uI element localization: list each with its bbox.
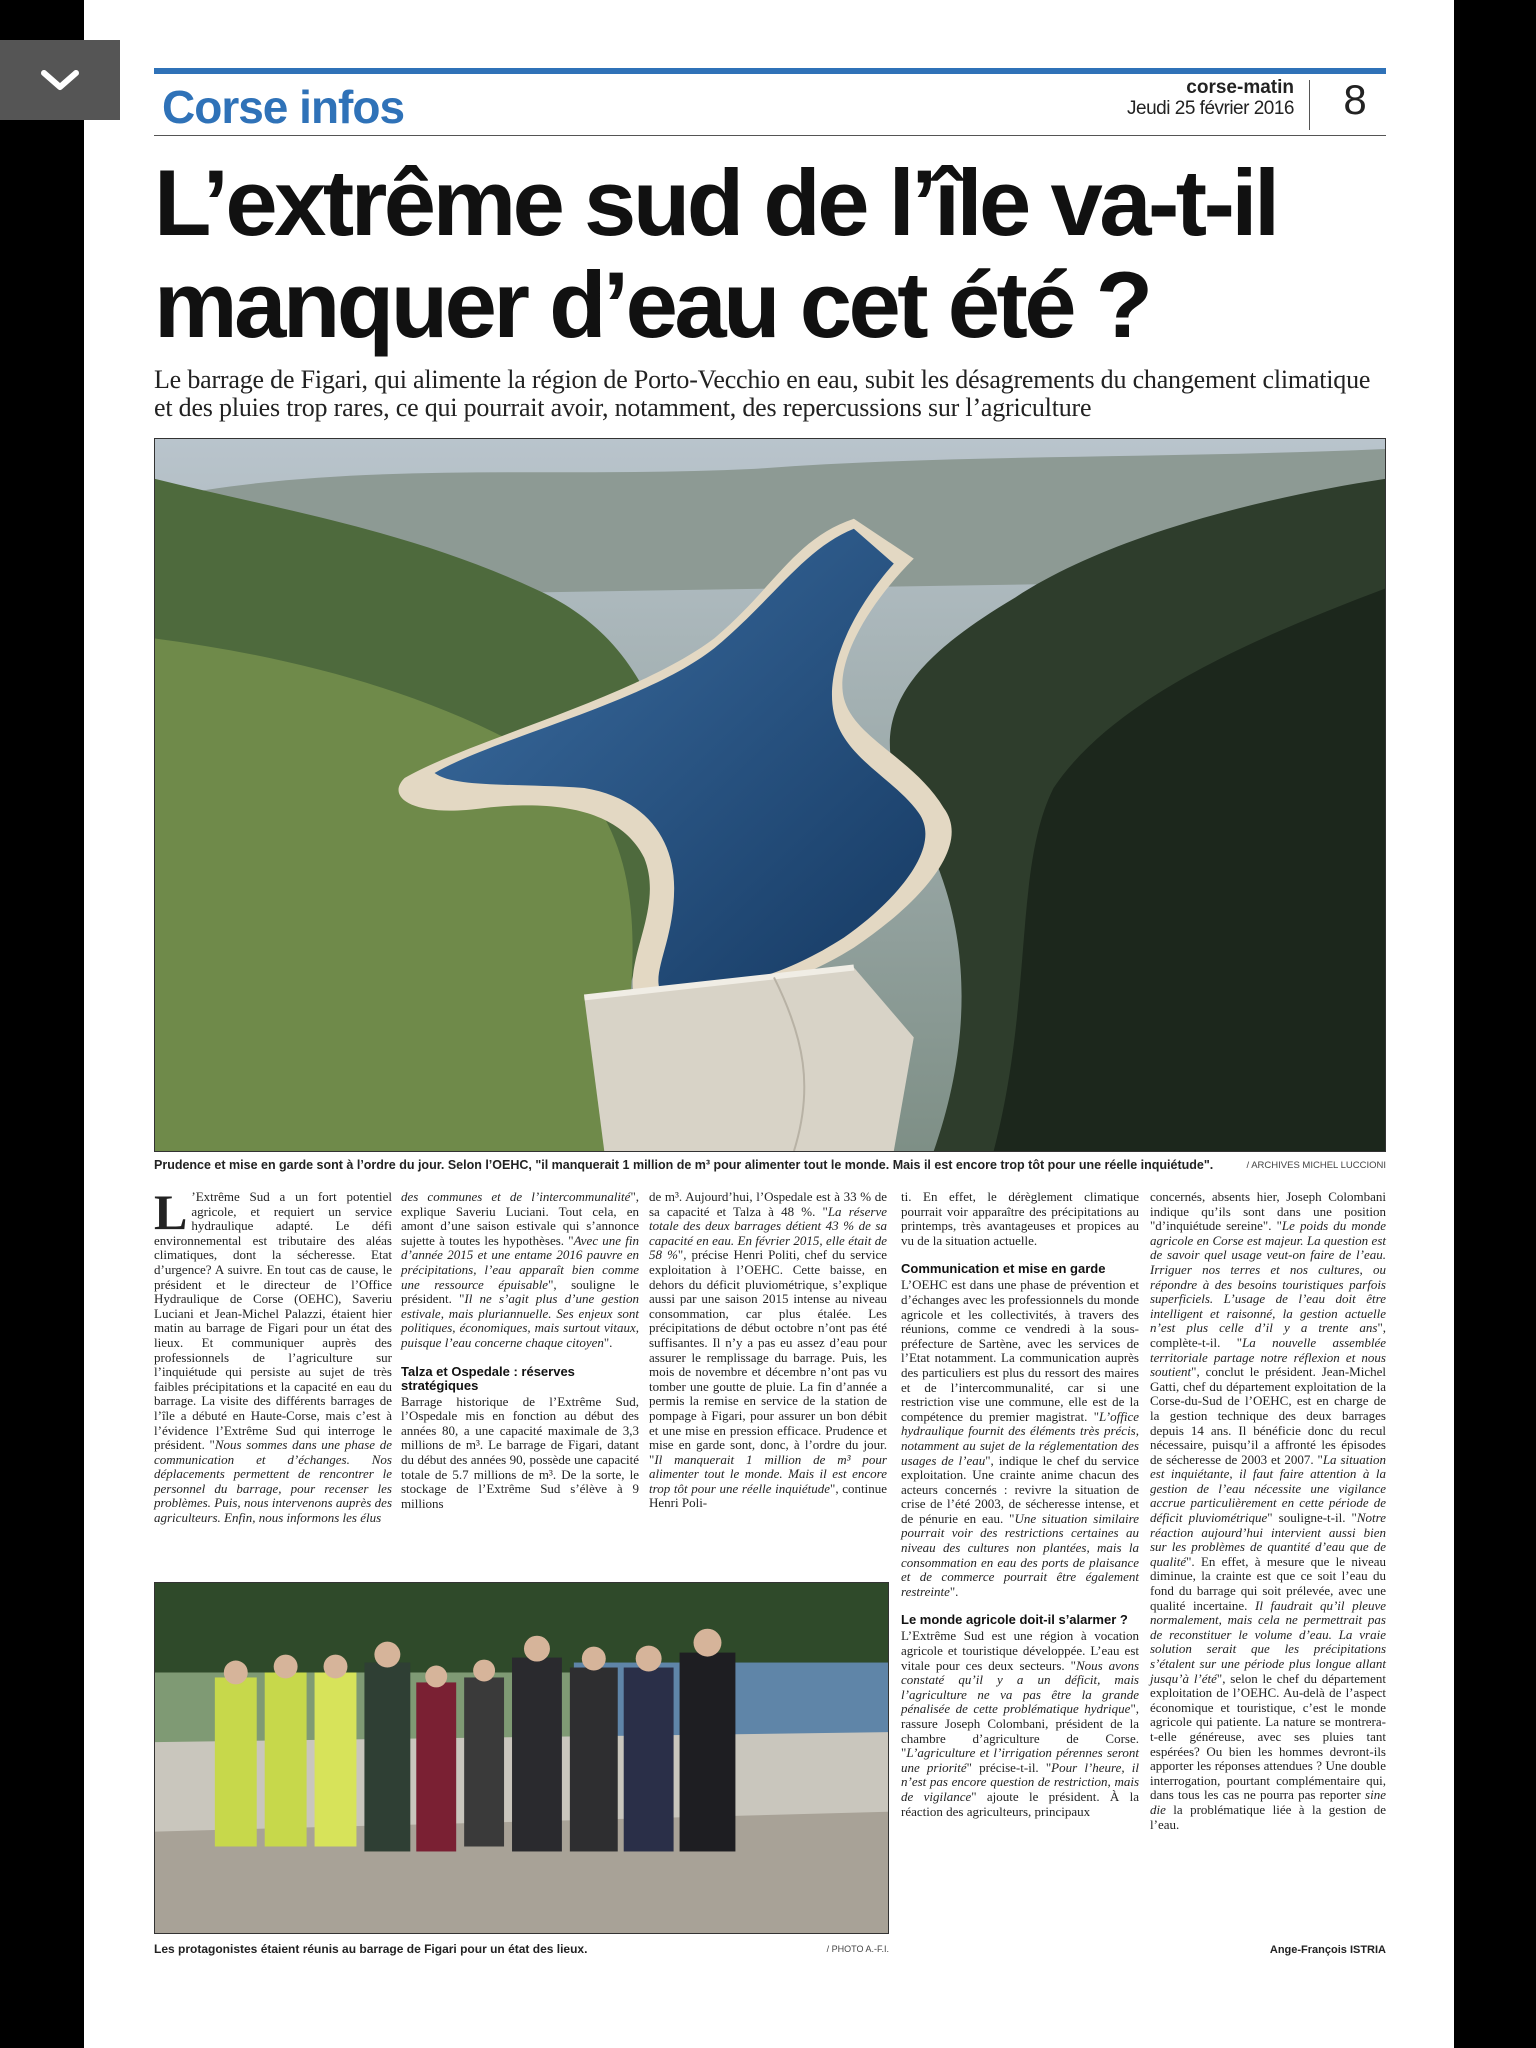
paragraph-text: " précise-t-il. " (966, 1759, 1052, 1775)
quote-text: Nous avons constaté qu’il y a un déficit, mais l’agriculture ne va pas être la grande pénalisée de cette problématique hydrique (901, 1657, 1140, 1717)
paragraph-text: ". (949, 1583, 959, 1599)
drop-cap: L (154, 1184, 188, 1240)
quote-text: La réserve totale des deux barrages détient 43 % de sa capacité en eau. En février 2015, elle était de 58 % (649, 1203, 887, 1263)
chevron-down-icon (38, 65, 82, 95)
quote-text: sine die (1150, 1787, 1386, 1817)
newspaper-page (84, 0, 1454, 2048)
section-title: Corse infos (162, 81, 405, 133)
quote-text: Il ne s’agit plus d’une gestion estivale, mais pluriannuelle. Ses enjeux sont politiques, économiques, mais surtout vitaux, puisque l’eau concerne chaque citoyen (401, 1291, 639, 1350)
paragraph-text: ", précise Henri Politi, chef du service exploitation à l’OEHC. Cette baisse, en dehors du déficit pluviométrique, s’explique aussi par une saison 2015 intense au niveau consommation, car plus étalée. Les précipitations de début octobre n’ont pas été suffisantes. Il n’y a pas eu assez d’eau pour assurer le remplissage du barrage. Puis, les mois de novembre et décembre n’ont pas vu tomber une goutte de pluie. La fin d’année a permis la remise en service de la station de pompage à Figari, pour assurer un bon débit et une mise en pression efficace. Prudence et mise en garde sont, donc, à l’ordre du jour. " (649, 1247, 887, 1467)
paragraph-text: de m³. Aujourd’hui, l’Ospedale est à 33 % de sa capacité et Talza à 48 %. " (649, 1189, 887, 1219)
quote-text: Il manquerait 1 million de m³ pour alimenter tout le monde. Mais il est encore trop tôt pour une réelle inquiétude (649, 1451, 887, 1496)
quote-text: La nouvelle assemblée territoriale partage notre réflexion et nous soutient (1150, 1334, 1386, 1380)
back-button[interactable] (0, 40, 120, 120)
paragraph-text: ", souligne le président. " (401, 1276, 639, 1307)
paragraph-text: ", continue Henri Poli- (649, 1480, 887, 1511)
caption-text: Les protagonistes étaient réunis au barrage de Figari pour un état des lieux. (154, 1942, 588, 1956)
issue-date: Jeudi 25 février 2016 (1127, 98, 1294, 119)
subheading: Le monde agricole doit-il s’alarmer ? (901, 1612, 1128, 1628)
quote-text: Notre réaction aujourd’hui intervient aussi bien sur les problèmes de quantité d’eau que de qualité (1150, 1510, 1386, 1569)
subheading: Talza et Ospedale : réserves stratégiques (401, 1363, 575, 1393)
quote-text: Une situation similaire pourrait voir des restrictions certaines au niveau des cultures non plantées, mais la consommation en eau des ports de plaisance et de commerce pourrait être également restreinte (901, 1510, 1139, 1599)
quote-text: La situation est inquiétante, il faut faire attention à la gestion de l’eau nécessite une vigilance accrue particulièrement en cette période de déficit pluviométrique (1150, 1451, 1386, 1526)
paragraph-text: " souligne-t-il. " (1267, 1510, 1357, 1526)
paragraph-text: ti. En effet, le dérèglement climatique pourrait voir apparaître des précipitations au printemps, très avantageuses et propices au vu de la situation actuelle. (901, 1189, 1139, 1248)
headline (154, 152, 1386, 356)
paragraph-text: ". (603, 1334, 613, 1350)
paragraph-text: L’Extrême Sud est une région à vocation agricole et touristique développée. L’eau est vitale pour ces deux secteurs. " (901, 1628, 1139, 1673)
paragraph-text: Barrage historique de l’Extrême Sud, l’Ospedale mis en fonction au début des années 80, a une capacité maximale de 3,3 millions de m³. Le barrage de Figari, datant du début des années 90, possède une capacité totale de 5.7 millions de m³. De la sorte, le stockage de l’Extrême Sud s’élève à 9 millions (401, 1393, 639, 1511)
paragraph-text: la problématique liée à la gestion de l’eau. (1150, 1801, 1386, 1832)
dam-aerial-photo (154, 438, 1386, 1152)
paragraph-text: " ajoute le président. À la réaction des agriculteurs, principaux (901, 1788, 1140, 1819)
quote-text: L’agriculture et l’irrigation pérennes seront une priorité (901, 1745, 1139, 1775)
page-number: 8 (1343, 76, 1367, 123)
article-column-2 (401, 1190, 639, 1566)
paragraph-text: ’Extrême Sud a un fort potentiel agricole, et requiert un service hydraulique adapté. Le défi environnemental est tributaire des aléas climatiques, dont la sécheresse. Etat d’urgence? A suivre. En tout cas de cause, le président et le directeur de l’Office Hydraulique de Corse (OEHC), Saveriu Luciani et Jean-Michel Palazzi, étaient hier matin au barrage de Figari pour un état des lieux. Et communiquer auprès des professionnels de l’agriculture sur l’inquiétude qui persiste au sujet de très faibles précipitations et la capacité en eau du barrage. La visite des différents barrages de l’île a débuté en Haute-Corse, mais c’est à l’évidence l’Extrême Sud qui interroge le président. " (154, 1189, 392, 1453)
paragraph-text: ", rassure Joseph Colombani, président de la chambre d’agriculture de Corse. " (901, 1701, 1139, 1761)
brand-name: corse-matin (1186, 77, 1294, 98)
photo-caption (154, 1942, 889, 1956)
paragraph-text: ", selon le chef du département exploitation de l’OEHC. Au-delà de l’aspect économique et touristique, c’est le monde agricole qui patiente. La nature se montrera-t-elle généreuse, avec ses pluies tant espérées? Ou bien les hommes devront-ils apporter les réponses attendues ? Une double interrogation, pourtant complémentaire qui, dans tous les cas ne pourra pas reporter (1150, 1670, 1387, 1803)
byline: Ange-François ISTRIA (1269, 1944, 1386, 1956)
quote-text: des communes et de l’intercommunalité (401, 1189, 631, 1204)
paragraph-text: ", indique le chef du service exploitation. Une crainte anime chacun des acteurs concernés : revivre la situation de crise de l’été 2003, de sécheresse intense, et de pénurie en eau. " (901, 1452, 1139, 1526)
quote-text: Il faudrait qu’il pleuve normalement, mais cela ne permettrait pas de reconstituer le volume d’eau. La vraie solution serait que les précipitations s’étalent sur une période plus longue allant jusqu’à l’été (1150, 1597, 1386, 1686)
group-photo (154, 1582, 889, 1934)
article-column-5 (1150, 1190, 1386, 1960)
article-column-4 (901, 1190, 1139, 1960)
standfirst: Le barrage de Figari, qui alimente la région de Porto-Vecchio en eau, subit les désagrements du changement climatique et des pluies trop rares, ce qui pourrait avoir, notamment, des repercussions sur l’agriculture (154, 365, 1371, 422)
article-column-1 (154, 1184, 392, 1566)
paragraph-text: ". En effet, à mesure que le niveau diminue, la crainte est que ce soit l’eau du fond du barrage qui soit prélevée, avec une qualité incertaine. (1150, 1553, 1386, 1613)
divider (1309, 80, 1310, 130)
paragraph-text: ", explique Saveriu Luciani. Tout cela, en amont d’une saison estivale qui s’annonce sujette à toutes les hypothèses. " (401, 1189, 639, 1248)
headline-line-1: L’extrême sud de l’île va-t-il (154, 150, 1277, 255)
photo-caption (154, 1158, 1386, 1178)
quote-text: Pour l’heure, il n’est pas encore question de restriction, mais de vigilance (901, 1759, 1140, 1804)
quote-text: Nous sommes dans une phase de communication et d’échanges. Nos déplacements permettent de rencontrer le personnel du barrage, pour recenser les problèmes. Puis, nous intervenons auprès des agriculteurs. Enfin, nous informons les élus (154, 1437, 392, 1526)
article-column-3 (649, 1190, 887, 1566)
quote-text: L’office hydraulique fournit des éléments très précis, notamment au sujet de la réglementation des usages de l’eau (901, 1408, 1139, 1468)
photo-credit: / PHOTO A.-F.I. (826, 1944, 889, 1954)
paragraph-text: ", conclut le président. Jean-Michel Gatti, chef du département exploitation de la Corse-du-Sud de l’OEHC, est en charge de la gestion technique des deux barrages depuis 14 ans. Il bénéficie donc du recul nécessaire, puisqu’il a affronté les épisodes de sécheresse de 2003 et 2007. " (1150, 1364, 1386, 1467)
paragraph-text: L’OEHC est dans une phase de prévention et d’échanges avec les professionnels du monde agricole et les collectivités, à travers des réunions, comme ce vendredi à la sous-préfecture de Sartène, avec les services de l’Etat notamment. La communication auprès des particuliers est plus du ressort des maires et de l’intercommunalité, car si une restriction vise une commune, elle est de la compétence du premier magistrat. " (901, 1277, 1139, 1424)
paragraph-text: ", complète-t-il. " (1150, 1320, 1386, 1350)
headline-line-2: manquer d’eau cet été ? (154, 252, 1150, 357)
quote-text: Le poids du monde agricole en Corse est majeur. La question est de savoir quel usage veut-on faire de l’eau. Irriguer nos terres et nos cultures, ou répondre à des besoins touristiques parfois superficiels. L’usage de l’eau doit être intelligent et raisonné, la gestion actuelle n’est plus celle d’il y a trente ans (1150, 1218, 1386, 1336)
caption-text: Prudence et mise en garde sont à l’ordre du jour. Selon l’OEHC, "il manquerait 1 million de m³ pour alimenter tout le monde. Mais il est encore trop tôt pour une réelle inquiétude". (154, 1158, 1214, 1172)
page-header (154, 74, 1386, 136)
subheading: Communication et mise en garde (901, 1261, 1106, 1277)
masthead (1127, 78, 1294, 120)
quote-text: Avec une fin d’année 2015 et une entame 2016 pauvre en précipitations, l’eau apparaît bien comme une ressource épuisable (401, 1232, 640, 1292)
photo-credit: / ARCHIVES MICHEL LUCCIONI (1246, 1160, 1386, 1171)
paragraph-text: concernés, absents hier, Joseph Colombani indique qu’ils sont dans une position "d’inquiétude sereine". " (1150, 1189, 1386, 1234)
